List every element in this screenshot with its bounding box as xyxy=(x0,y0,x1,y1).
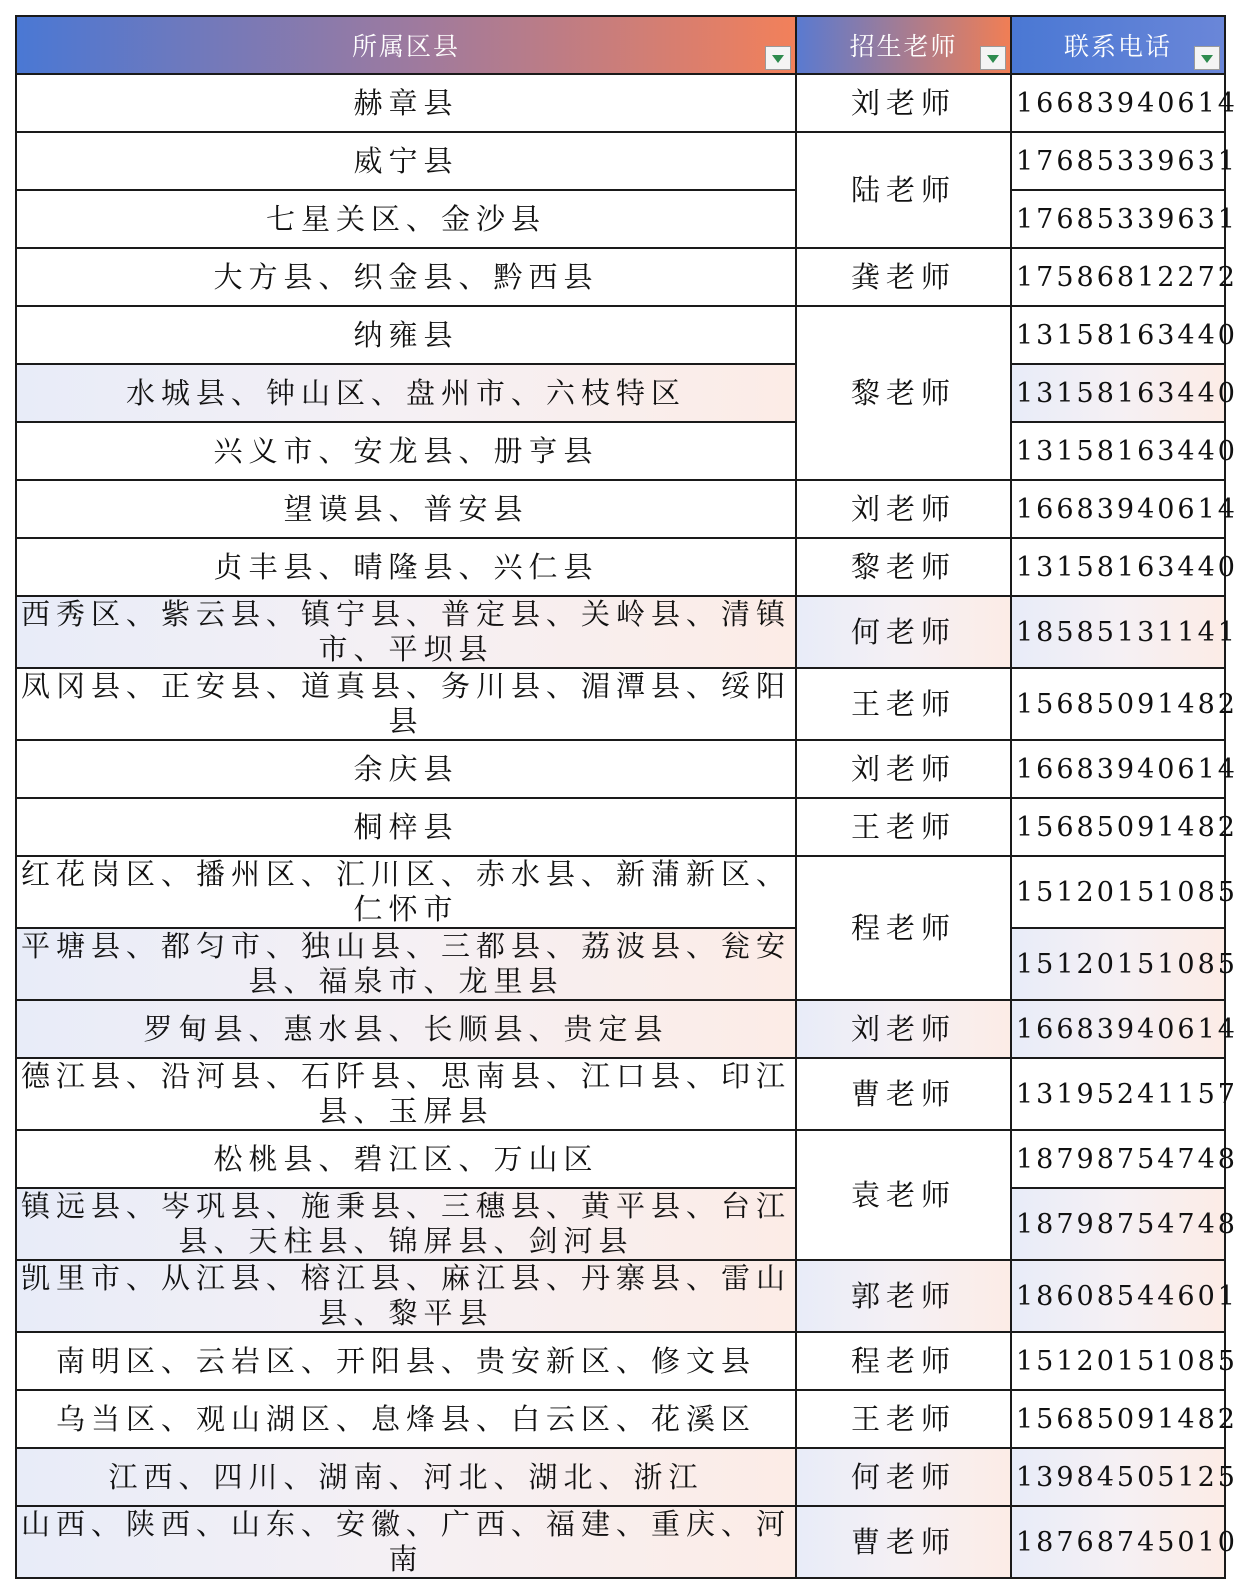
teacher-cell: 王老师 xyxy=(796,1390,1011,1448)
area-cell: 大方县、织金县、黔西县 xyxy=(16,248,796,306)
area-cell: 凯里市、从江县、榕江县、麻江县、丹寨县、雷山县、黎平县 xyxy=(16,1260,796,1332)
teacher-cell: 黎老师 xyxy=(796,306,1011,480)
teacher-cell: 黎老师 xyxy=(796,538,1011,596)
phone-cell: 18768745010 xyxy=(1011,1506,1225,1578)
table-row xyxy=(16,1058,1225,1130)
phone-cell: 15120151085 xyxy=(1011,1332,1225,1390)
area-cell: 平塘县、都匀市、独山县、三都县、荔波县、瓮安县、福泉市、龙里县 xyxy=(16,928,796,1000)
phone-cell: 13158163440 xyxy=(1011,538,1225,596)
phone-cell: 13158163440 xyxy=(1011,364,1225,422)
area-cell: 纳雍县 xyxy=(16,306,796,364)
teacher-cell: 王老师 xyxy=(796,668,1011,740)
phone-cell: 17685339631 xyxy=(1011,190,1225,248)
area-cell: 贞丰县、晴隆县、兴仁县 xyxy=(16,538,796,596)
phone-cell: 16683940614 xyxy=(1011,480,1225,538)
table-row xyxy=(16,132,1225,190)
phone-cell: 18798754748 xyxy=(1011,1188,1225,1260)
phone-cell: 13195241157 xyxy=(1011,1058,1225,1130)
phone-cell: 16683940614 xyxy=(1011,740,1225,798)
phone-cell: 15120151085 xyxy=(1011,928,1225,1000)
teacher-cell: 龚老师 xyxy=(796,248,1011,306)
table-row xyxy=(16,190,1225,248)
table-row xyxy=(16,364,1225,422)
area-cell: 乌当区、观山湖区、息烽县、白云区、花溪区 xyxy=(16,1390,796,1448)
table-row xyxy=(16,1448,1225,1506)
table-row xyxy=(16,248,1225,306)
table-row xyxy=(16,480,1225,538)
area-cell: 西秀区、紫云县、镇宁县、普定县、关岭县、清镇市、平坝县 xyxy=(16,596,796,668)
table-row xyxy=(16,1000,1225,1058)
table-row xyxy=(16,1332,1225,1390)
table-row xyxy=(16,1260,1225,1332)
area-cell: 兴义市、安龙县、册亨县 xyxy=(16,422,796,480)
area-cell: 余庆县 xyxy=(16,740,796,798)
phone-cell: 13984505125 xyxy=(1011,1448,1225,1506)
header-row xyxy=(16,16,1225,74)
teacher-cell: 刘老师 xyxy=(796,480,1011,538)
area-cell: 镇远县、岑巩县、施秉县、三穗县、黄平县、台江县、天柱县、锦屏县、剑河县 xyxy=(16,1188,796,1260)
area-cell: 七星关区、金沙县 xyxy=(16,190,796,248)
phone-cell: 18608544601 xyxy=(1011,1260,1225,1332)
table-row xyxy=(16,1130,1225,1188)
teacher-cell: 曹老师 xyxy=(796,1506,1011,1578)
filter-dropdown-icon[interactable] xyxy=(980,46,1006,70)
phone-cell: 15120151085 xyxy=(1011,856,1225,928)
area-cell: 凤冈县、正安县、道真县、务川县、湄潭县、绥阳县 xyxy=(16,668,796,740)
filter-dropdown-icon[interactable] xyxy=(765,46,791,70)
table-row xyxy=(16,596,1225,668)
table-row xyxy=(16,668,1225,740)
phone-cell: 18798754748 xyxy=(1011,1130,1225,1188)
teacher-cell: 何老师 xyxy=(796,1448,1011,1506)
header-phone-label: 联系电话 xyxy=(1063,32,1172,61)
phone-cell: 15685091482 xyxy=(1011,798,1225,856)
header-area xyxy=(16,16,796,74)
area-cell: 德江县、沿河县、石阡县、思南县、江口县、印江县、玉屏县 xyxy=(16,1058,796,1130)
filter-dropdown-icon[interactable] xyxy=(1194,46,1220,70)
table-row xyxy=(16,74,1225,132)
table-row xyxy=(16,306,1225,364)
area-cell: 威宁县 xyxy=(16,132,796,190)
area-cell: 江西、四川、湖南、河北、湖北、浙江 xyxy=(16,1448,796,1506)
table-row xyxy=(16,1188,1225,1260)
teacher-cell: 程老师 xyxy=(796,856,1011,1000)
teacher-contact-table xyxy=(15,15,1238,1579)
phone-cell: 16683940614 xyxy=(1011,1000,1225,1058)
teacher-cell: 陆老师 xyxy=(796,132,1011,248)
table-row xyxy=(16,1506,1225,1578)
area-cell: 水城县、钟山区、盘州市、六枝特区 xyxy=(16,364,796,422)
phone-cell: 13158163440 xyxy=(1011,422,1225,480)
table-row xyxy=(16,740,1225,798)
teacher-cell: 程老师 xyxy=(796,1332,1011,1390)
table-row xyxy=(16,1390,1225,1448)
phone-cell: 17685339631 xyxy=(1011,132,1225,190)
teacher-cell: 王老师 xyxy=(796,798,1011,856)
table-row xyxy=(16,856,1225,928)
table-row xyxy=(16,798,1225,856)
phone-cell: 15685091482 xyxy=(1011,668,1225,740)
teacher-cell: 刘老师 xyxy=(796,740,1011,798)
teacher-cell: 刘老师 xyxy=(796,1000,1011,1058)
table-row xyxy=(16,538,1225,596)
phone-cell: 13158163440 xyxy=(1011,306,1225,364)
area-cell: 山西、陕西、山东、安徽、广西、福建、重庆、河南 xyxy=(16,1506,796,1578)
phone-cell: 16683940614 xyxy=(1011,74,1225,132)
header-phone xyxy=(1011,16,1225,74)
phone-cell: 15685091482 xyxy=(1011,1390,1225,1448)
header-teacher-label: 招生老师 xyxy=(849,32,958,61)
area-cell: 南明区、云岩区、开阳县、贵安新区、修文县 xyxy=(16,1332,796,1390)
area-cell: 罗甸县、惠水县、长顺县、贵定县 xyxy=(16,1000,796,1058)
teacher-cell: 曹老师 xyxy=(796,1058,1011,1130)
area-cell: 红花岗区、播州区、汇川区、赤水县、新蒲新区、仁怀市 xyxy=(16,856,796,928)
area-cell: 松桃县、碧江区、万山区 xyxy=(16,1130,796,1188)
area-cell: 望谟县、普安县 xyxy=(16,480,796,538)
teacher-cell: 刘老师 xyxy=(796,74,1011,132)
phone-cell: 17586812272 xyxy=(1011,248,1225,306)
table-row xyxy=(16,422,1225,480)
area-cell: 赫章县 xyxy=(16,74,796,132)
table-row xyxy=(16,928,1225,1000)
header-teacher xyxy=(796,16,1011,74)
header-area-label: 所属区县 xyxy=(351,32,460,61)
teacher-cell: 郭老师 xyxy=(796,1260,1011,1332)
teacher-cell: 袁老师 xyxy=(796,1130,1011,1260)
teacher-cell: 何老师 xyxy=(796,596,1011,668)
area-cell: 桐梓县 xyxy=(16,798,796,856)
phone-cell: 18585131141 xyxy=(1011,596,1225,668)
